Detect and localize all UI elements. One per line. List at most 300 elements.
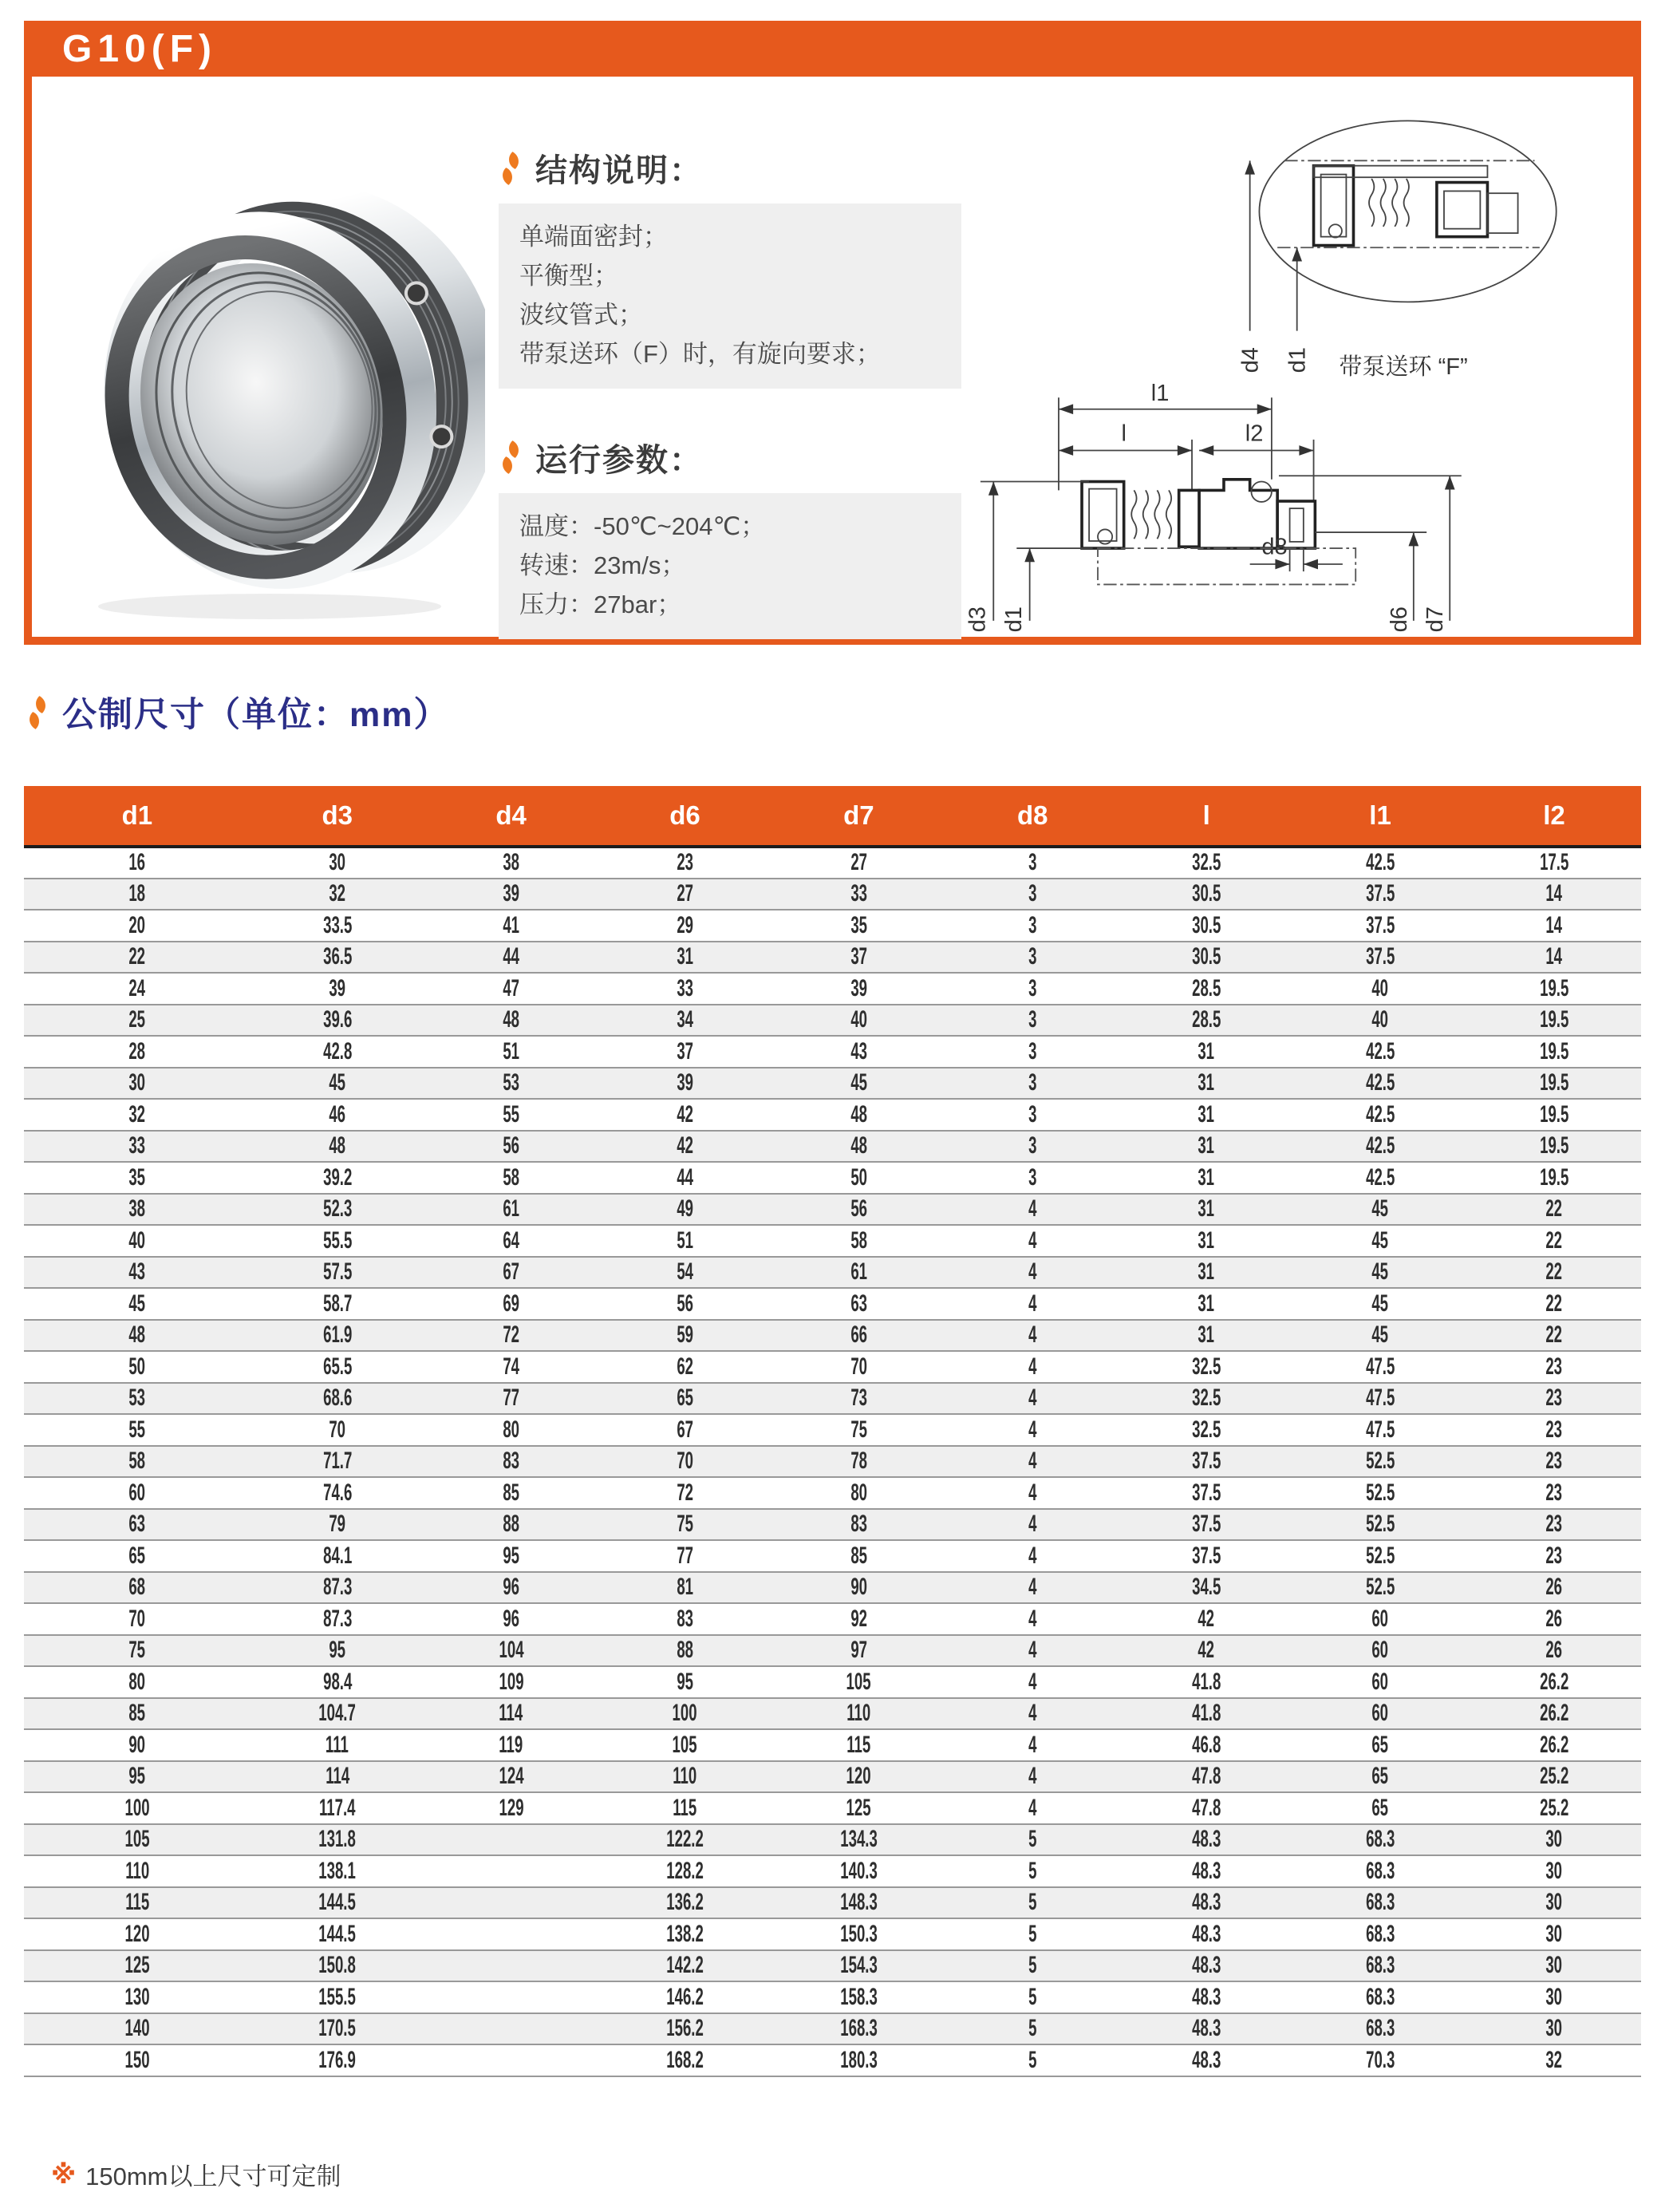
table-cell: 59	[598, 1320, 772, 1352]
table-row	[24, 1981, 1641, 2013]
table-cell: 30	[1467, 1887, 1641, 1919]
table-cell: 23	[598, 847, 772, 879]
table-row	[24, 1950, 1641, 1982]
table-cell: 88	[424, 1509, 598, 1541]
table-cell: 148.3	[771, 1887, 945, 1919]
detail-caption: 带泵送环 “F”	[1339, 354, 1468, 381]
table-row	[24, 1666, 1641, 1698]
table-cell: 30	[1467, 1950, 1641, 1982]
table-cell: 65	[1293, 1761, 1467, 1793]
column-header: l	[1119, 786, 1293, 847]
table-cell: 47.5	[1293, 1351, 1467, 1383]
table-cell: 4	[945, 1635, 1119, 1667]
table-cell: 144.5	[251, 1918, 424, 1950]
table-cell: 4	[945, 1446, 1119, 1478]
table-cell: 115	[771, 1729, 945, 1761]
table-cell: 14	[1467, 910, 1641, 942]
table-cell: 42.5	[1293, 847, 1467, 879]
dim-label-l1: l1	[1150, 380, 1170, 406]
table-cell: 83	[424, 1446, 598, 1478]
table-cell: 23	[1467, 1540, 1641, 1572]
table-cell: 125	[771, 1792, 945, 1824]
table-cell: 61	[771, 1257, 945, 1289]
table-cell: 3	[945, 1131, 1119, 1163]
table-cell: 57.5	[251, 1257, 424, 1289]
dim-label-d4: d4	[1237, 347, 1264, 373]
table-cell: 56	[424, 1131, 598, 1163]
table-cell: 45	[251, 1068, 424, 1100]
table-cell: 60	[1293, 1603, 1467, 1635]
model-title-bar	[24, 21, 1641, 77]
table-cell: 48	[251, 1131, 424, 1163]
column-header: d4	[424, 786, 598, 847]
table-cell: 119	[424, 1729, 598, 1761]
table-cell: 78	[771, 1446, 945, 1478]
table-cell: 58	[24, 1446, 251, 1478]
table-cell: 63	[24, 1509, 251, 1541]
table-cell: 70	[771, 1351, 945, 1383]
table-cell: 68.3	[1293, 1981, 1467, 2013]
table-row	[24, 1603, 1641, 1635]
table-row	[24, 1509, 1641, 1541]
table-row	[24, 1194, 1641, 1226]
table-cell: 68.3	[1293, 1918, 1467, 1950]
table-cell: 14	[1467, 879, 1641, 910]
table-row	[24, 1005, 1641, 1037]
column-header: d3	[251, 786, 424, 847]
table-cell: 83	[598, 1603, 772, 1635]
table-cell: 47	[424, 973, 598, 1005]
table-cell: 42.5	[1293, 1099, 1467, 1131]
table-cell: 29	[598, 910, 772, 942]
table-cell: 65	[24, 1540, 251, 1572]
table-cell: 144.5	[251, 1887, 424, 1919]
table-cell: 28	[24, 1036, 251, 1068]
table-cell: 4	[945, 1698, 1119, 1730]
table-cell: 35	[24, 1162, 251, 1194]
table-cell	[424, 2013, 598, 2045]
parameter-line: 转速：23m/s；	[519, 551, 686, 579]
table-row	[24, 1540, 1641, 1572]
table-cell: 168.2	[598, 2044, 772, 2076]
table-cell: 48.3	[1119, 1950, 1293, 1982]
table-cell: 71.7	[251, 1446, 424, 1478]
table-cell	[424, 1918, 598, 1950]
table-cell: 80	[771, 1477, 945, 1509]
table-cell: 4	[945, 1383, 1119, 1415]
table-cell: 58	[424, 1162, 598, 1194]
table-cell: 80	[424, 1414, 598, 1446]
table-cell: 42	[598, 1131, 772, 1163]
table-cell: 27	[598, 879, 772, 910]
table-cell: 19.5	[1467, 1099, 1641, 1131]
table-cell: 48	[24, 1320, 251, 1352]
table-cell: 42	[598, 1099, 772, 1131]
table-cell: 60	[1293, 1666, 1467, 1698]
table-cell: 124	[424, 1761, 598, 1793]
table-cell: 140.3	[771, 1855, 945, 1887]
table-cell: 176.9	[251, 2044, 424, 2076]
table-cell: 3	[945, 973, 1119, 1005]
table-cell: 23	[1467, 1477, 1641, 1509]
table-cell: 45	[1293, 1225, 1467, 1257]
dim-label-d7: d7	[1422, 606, 1449, 633]
table-cell: 104.7	[251, 1698, 424, 1730]
table-cell: 122.2	[598, 1824, 772, 1856]
table-row	[24, 879, 1641, 910]
table-cell: 32.5	[1119, 1414, 1293, 1446]
table-cell: 4	[945, 1414, 1119, 1446]
table-cell: 48	[771, 1131, 945, 1163]
table-cell: 4	[945, 1194, 1119, 1226]
table-cell: 45	[1293, 1257, 1467, 1289]
flame-bullet-icon	[499, 437, 523, 477]
table-cell: 42.8	[251, 1036, 424, 1068]
table-cell	[424, 1855, 598, 1887]
table-row	[24, 1698, 1641, 1730]
table-cell: 26	[1467, 1603, 1641, 1635]
dim-label-d6: d6	[1386, 606, 1412, 633]
table-cell	[424, 1824, 598, 1856]
table-cell: 53	[24, 1383, 251, 1415]
table-cell: 109	[424, 1666, 598, 1698]
table-cell: 28.5	[1119, 1005, 1293, 1037]
table-cell: 52.5	[1293, 1477, 1467, 1509]
table-row	[24, 1729, 1641, 1761]
table-cell: 96	[424, 1572, 598, 1604]
table-cell: 62	[598, 1351, 772, 1383]
metric-section-title: 公制尺寸（单位：mm）	[62, 696, 450, 734]
table-cell: 65	[598, 1383, 772, 1415]
table-cell: 100	[24, 1792, 251, 1824]
table-cell: 68	[24, 1572, 251, 1604]
table-cell: 65.5	[251, 1351, 424, 1383]
table-cell: 26.2	[1467, 1729, 1641, 1761]
table-cell: 37.5	[1293, 879, 1467, 910]
table-cell: 5	[945, 1824, 1119, 1856]
table-row	[24, 1792, 1641, 1824]
table-cell: 80	[24, 1666, 251, 1698]
table-cell: 55.5	[251, 1225, 424, 1257]
table-cell: 142.2	[598, 1950, 772, 1982]
table-cell: 40	[771, 1005, 945, 1037]
table-cell: 105	[771, 1666, 945, 1698]
table-cell: 70.3	[1293, 2044, 1467, 2076]
table-cell: 36.5	[251, 942, 424, 974]
table-cell: 39	[424, 879, 598, 910]
table-cell: 39	[771, 973, 945, 1005]
table-row	[24, 1855, 1641, 1887]
table-cell: 85	[424, 1477, 598, 1509]
table-cell: 31	[1119, 1288, 1293, 1320]
footnote-text: 150mm以上尺寸可定制	[85, 2163, 341, 2190]
table-cell: 23	[1467, 1446, 1641, 1478]
table-cell: 117.4	[251, 1792, 424, 1824]
table-cell: 28.5	[1119, 973, 1293, 1005]
table-cell: 22	[1467, 1257, 1641, 1289]
footnote-marker: ※	[51, 2159, 77, 2189]
table-cell: 31	[1119, 1257, 1293, 1289]
table-row	[24, 1351, 1641, 1383]
table-cell: 40	[1293, 1005, 1467, 1037]
table-cell: 32.5	[1119, 847, 1293, 879]
table-cell: 90	[771, 1572, 945, 1604]
table-cell: 155.5	[251, 1981, 424, 2013]
table-cell: 55	[24, 1414, 251, 1446]
table-cell: 37	[771, 942, 945, 974]
table-cell: 75	[598, 1509, 772, 1541]
table-cell: 48.3	[1119, 1887, 1293, 1919]
structure-line: 波纹管式；	[519, 300, 643, 329]
table-cell: 42	[1119, 1603, 1293, 1635]
table-cell: 48	[424, 1005, 598, 1037]
table-cell: 134.3	[771, 1824, 945, 1856]
table-cell: 120	[771, 1761, 945, 1793]
table-cell: 5	[945, 1918, 1119, 1950]
table-cell: 45	[1293, 1194, 1467, 1226]
table-cell: 3	[945, 910, 1119, 942]
table-cell: 98.4	[251, 1666, 424, 1698]
technical-drawing	[904, 85, 1622, 635]
dim-label-d1-detail: d1	[1284, 347, 1311, 373]
table-cell: 66	[771, 1320, 945, 1352]
table-row	[24, 1824, 1641, 1856]
table-cell: 40	[1293, 973, 1467, 1005]
table-cell: 45	[771, 1068, 945, 1100]
table-cell: 79	[251, 1509, 424, 1541]
table-cell: 61.9	[251, 1320, 424, 1352]
table-cell: 64	[424, 1225, 598, 1257]
table-cell: 56	[771, 1194, 945, 1226]
table-cell: 146.2	[598, 1981, 772, 2013]
table-cell: 128.2	[598, 1855, 772, 1887]
table-cell: 47.8	[1119, 1792, 1293, 1824]
table-cell: 35	[771, 910, 945, 942]
table-cell	[424, 1981, 598, 2013]
table-cell: 25.2	[1467, 1792, 1641, 1824]
table-cell: 22	[1467, 1288, 1641, 1320]
table-cell: 33	[771, 879, 945, 910]
table-cell: 150	[24, 2044, 251, 2076]
table-cell: 37.5	[1119, 1446, 1293, 1478]
table-cell: 14	[1467, 942, 1641, 974]
table-cell: 4	[945, 1225, 1119, 1257]
table-cell: 45	[1293, 1288, 1467, 1320]
dim-label-d1-main: d1	[1000, 606, 1027, 633]
table-row	[24, 1162, 1641, 1194]
table-row	[24, 847, 1641, 879]
table-cell: 95	[598, 1666, 772, 1698]
table-cell: 44	[424, 942, 598, 974]
table-cell: 4	[945, 1477, 1119, 1509]
table-cell: 23	[1467, 1351, 1641, 1383]
table-row	[24, 1572, 1641, 1604]
table-cell: 3	[945, 879, 1119, 910]
table-cell: 85	[771, 1540, 945, 1572]
table-cell: 18	[24, 879, 251, 910]
table-cell: 33.5	[251, 910, 424, 942]
flame-bullet-icon	[499, 148, 523, 188]
parameters-section-head	[499, 435, 961, 480]
table-cell: 3	[945, 847, 1119, 879]
table-cell: 85	[24, 1698, 251, 1730]
table-cell: 84.1	[251, 1540, 424, 1572]
table-cell: 92	[771, 1603, 945, 1635]
table-row	[24, 1446, 1641, 1478]
table-cell: 87.3	[251, 1572, 424, 1604]
table-cell: 19.5	[1467, 1162, 1641, 1194]
table-cell: 23	[1467, 1414, 1641, 1446]
table-cell: 114	[424, 1698, 598, 1730]
table-cell: 51	[598, 1225, 772, 1257]
table-cell: 5	[945, 2044, 1119, 2076]
table-cell: 95	[24, 1761, 251, 1793]
table-cell: 31	[1119, 1225, 1293, 1257]
table-cell: 30	[1467, 1824, 1641, 1856]
overview-box	[24, 77, 1641, 645]
table-cell: 31	[1119, 1036, 1293, 1068]
table-row	[24, 1414, 1641, 1446]
table-cell: 48.3	[1119, 1824, 1293, 1856]
structure-panel	[499, 203, 961, 389]
dim-label-l2: l2	[1245, 421, 1264, 447]
parameters-title: 运行参数：	[535, 442, 703, 478]
column-header: l2	[1467, 786, 1641, 847]
table-cell: 68.3	[1293, 1824, 1467, 1856]
table-cell: 32	[251, 879, 424, 910]
table-cell: 31	[1119, 1131, 1293, 1163]
table-cell	[424, 1950, 598, 1982]
table-cell: 52.5	[1293, 1540, 1467, 1572]
table-cell: 20	[24, 910, 251, 942]
table-cell: 55	[424, 1099, 598, 1131]
table-cell: 125	[24, 1950, 251, 1982]
table-cell: 120	[24, 1918, 251, 1950]
table-cell: 58	[771, 1225, 945, 1257]
table-cell: 68.3	[1293, 2013, 1467, 2045]
table-cell: 74.6	[251, 1477, 424, 1509]
table-cell: 131.8	[251, 1824, 424, 1856]
table-cell: 5	[945, 1950, 1119, 1982]
table-cell: 110	[598, 1761, 772, 1793]
table-cell: 105	[24, 1824, 251, 1856]
table-cell: 53	[424, 1068, 598, 1100]
table-cell: 31	[1119, 1099, 1293, 1131]
table-cell: 154.3	[771, 1950, 945, 1982]
table-cell: 38	[424, 847, 598, 879]
table-cell: 22	[24, 942, 251, 974]
table-cell: 37.5	[1293, 910, 1467, 942]
table-cell: 25	[24, 1005, 251, 1037]
dimension-table	[24, 786, 1641, 2077]
table-cell: 30	[1467, 2013, 1641, 2045]
table-cell: 115	[598, 1792, 772, 1824]
table-cell: 39	[598, 1068, 772, 1100]
table-cell: 24	[24, 973, 251, 1005]
table-cell: 26.2	[1467, 1666, 1641, 1698]
table-cell: 48.3	[1119, 1981, 1293, 2013]
table-cell: 170.5	[251, 2013, 424, 2045]
table-cell: 43	[771, 1036, 945, 1068]
table-cell: 68.3	[1293, 1887, 1467, 1919]
table-cell: 19.5	[1467, 1005, 1641, 1037]
structure-section-head	[499, 145, 961, 191]
table-cell: 60	[1293, 1698, 1467, 1730]
table-cell: 48.3	[1119, 2013, 1293, 2045]
table-cell: 30	[251, 847, 424, 879]
table-cell: 105	[598, 1729, 772, 1761]
table-cell: 150.8	[251, 1950, 424, 1982]
structure-line: 带泵送环（F）时，有旋向要求；	[519, 339, 881, 368]
table-row	[24, 1320, 1641, 1352]
table-row	[24, 1068, 1641, 1100]
metric-section-head	[26, 688, 449, 737]
table-cell: 26	[1467, 1635, 1641, 1667]
table-cell: 19.5	[1467, 973, 1641, 1005]
table-cell: 30	[24, 1068, 251, 1100]
table-cell: 44	[598, 1162, 772, 1194]
table-cell: 33	[598, 973, 772, 1005]
table-cell: 4	[945, 1572, 1119, 1604]
table-cell: 168.3	[771, 2013, 945, 2045]
table-row	[24, 1036, 1641, 1068]
table-cell: 47.8	[1119, 1761, 1293, 1793]
table-row	[24, 1099, 1641, 1131]
table-cell: 3	[945, 1068, 1119, 1100]
parameters-panel	[499, 493, 961, 639]
table-cell: 73	[771, 1383, 945, 1415]
table-cell: 32.5	[1119, 1351, 1293, 1383]
table-cell: 30	[1467, 1918, 1641, 1950]
column-header: l1	[1293, 786, 1467, 847]
table-cell: 88	[598, 1635, 772, 1667]
column-header: d1	[24, 786, 251, 847]
table-cell: 43	[24, 1257, 251, 1289]
table-cell: 19.5	[1467, 1036, 1641, 1068]
table-cell: 136.2	[598, 1887, 772, 1919]
table-cell: 25.2	[1467, 1761, 1641, 1793]
table-cell: 72	[424, 1320, 598, 1352]
table-cell: 115	[24, 1887, 251, 1919]
table-cell: 4	[945, 1288, 1119, 1320]
seal-photo-illustration	[70, 180, 485, 627]
table-cell: 4	[945, 1320, 1119, 1352]
table-cell: 5	[945, 1855, 1119, 1887]
table-cell: 37.5	[1119, 1540, 1293, 1572]
table-cell	[424, 1887, 598, 1919]
table-cell: 47.5	[1293, 1383, 1467, 1415]
table-row	[24, 1225, 1641, 1257]
table-cell: 33	[24, 1131, 251, 1163]
table-cell: 46.8	[1119, 1729, 1293, 1761]
table-cell: 70	[251, 1414, 424, 1446]
table-cell: 17.5	[1467, 847, 1641, 879]
table-cell: 3	[945, 1005, 1119, 1037]
table-cell: 42.5	[1293, 1162, 1467, 1194]
table-cell: 60	[1293, 1635, 1467, 1667]
table-cell: 60	[24, 1477, 251, 1509]
table-cell: 42.5	[1293, 1131, 1467, 1163]
table-cell: 67	[424, 1257, 598, 1289]
table-cell: 41.8	[1119, 1698, 1293, 1730]
table-cell: 32.5	[1119, 1383, 1293, 1415]
table-cell: 130	[24, 1981, 251, 2013]
table-cell: 150.3	[771, 1918, 945, 1950]
table-cell: 3	[945, 942, 1119, 974]
parameter-line: 温度：-50℃~204℃；	[519, 512, 766, 540]
table-cell: 31	[598, 942, 772, 974]
table-row	[24, 1887, 1641, 1919]
